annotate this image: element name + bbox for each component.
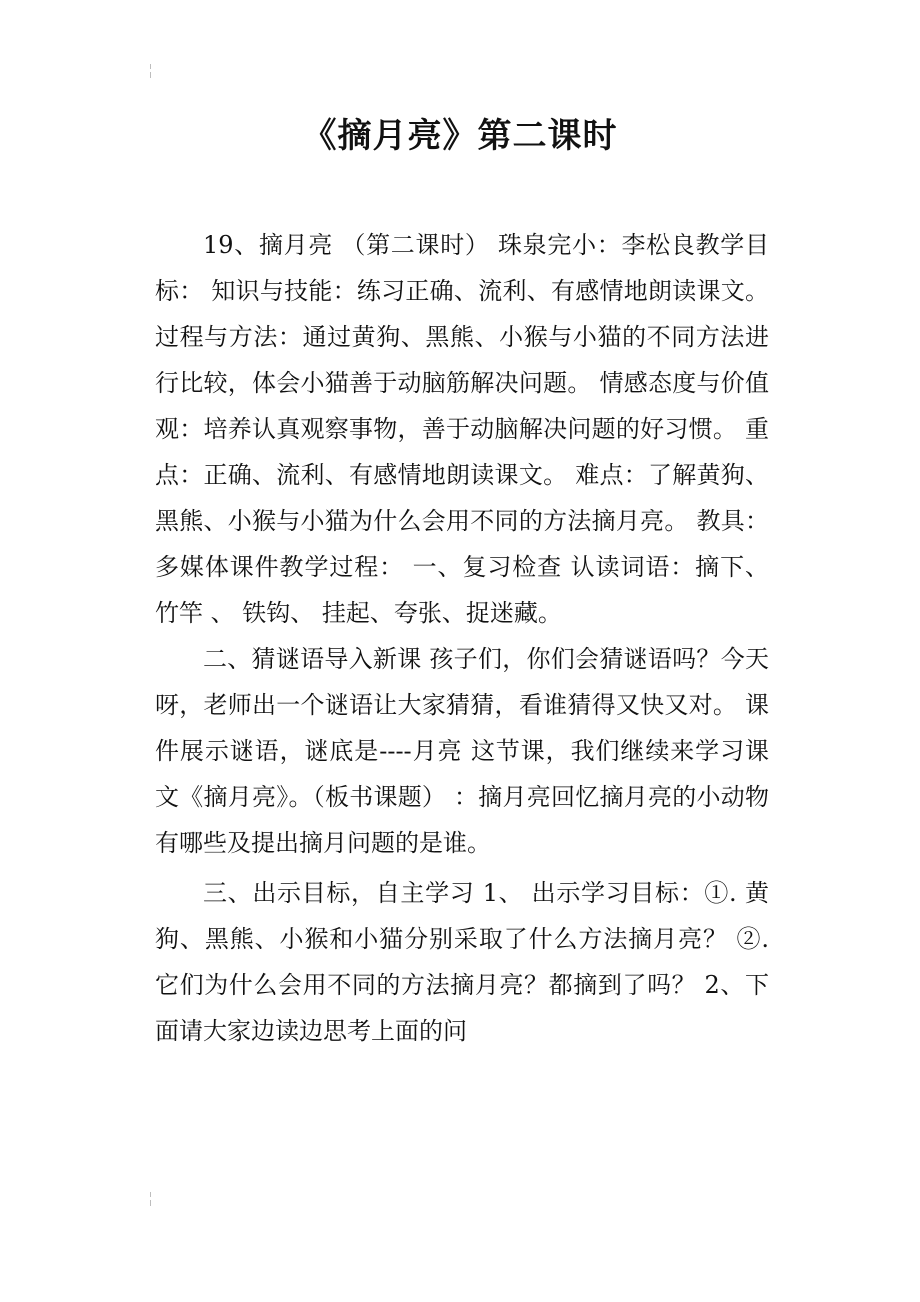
paragraph-3: 三、出示目标，自主学习 1、 出示学习目标：①. 黄狗、黑熊、小猴和小猫分别采取了什么方法摘月亮？ ②.它们为什么会用不同的方法摘月亮？都摘到了吗？ 2、下面请大家边读边思考上面的问 bbox=[155, 879, 769, 1045]
paragraph-1: 19、摘月亮 （第二课时） 珠泉完小：李松良教学目标： 知识与技能：练习正确、流利、有感情地朗读课文。 过程与方法：通过黄狗、黑熊、小猴与小猫的不同方法进行比较，体会小猫善于动脑筋解决问题。 情感态度与价值观：培养认真观察事物，善于动脑解决问题的好习惯。 重点：正确、流利、有感情地朗读课文。 难点：了解黄狗、黑熊、小猴与小猫为什么会用不同的方法摘月亮。 教具：多媒体课件教学过程： 一、复习检查 认读词语：摘下、竹竿 、 铁钩、 挂起、夸张、捉迷藏。 bbox=[155, 231, 769, 627]
document-title: 《摘月亮》第二课时 bbox=[302, 116, 618, 156]
corner-crop-mark-top bbox=[147, 64, 155, 78]
corner-crop-mark-bottom bbox=[147, 1192, 155, 1206]
paragraph-2: 二、猜谜语导入新课 孩子们，你们会猜谜语吗？今天呀，老师出一个谜语让大家猜猜，看谁猜得又快又对。 课件展示谜语，谜底是----月亮 这节课，我们继续来学习课文《摘月亮》。（板书课题） ：摘月亮回忆摘月亮的小动物有哪些及提出摘月问题的是谁。 bbox=[155, 645, 769, 857]
document-body bbox=[155, 222, 769, 1054]
